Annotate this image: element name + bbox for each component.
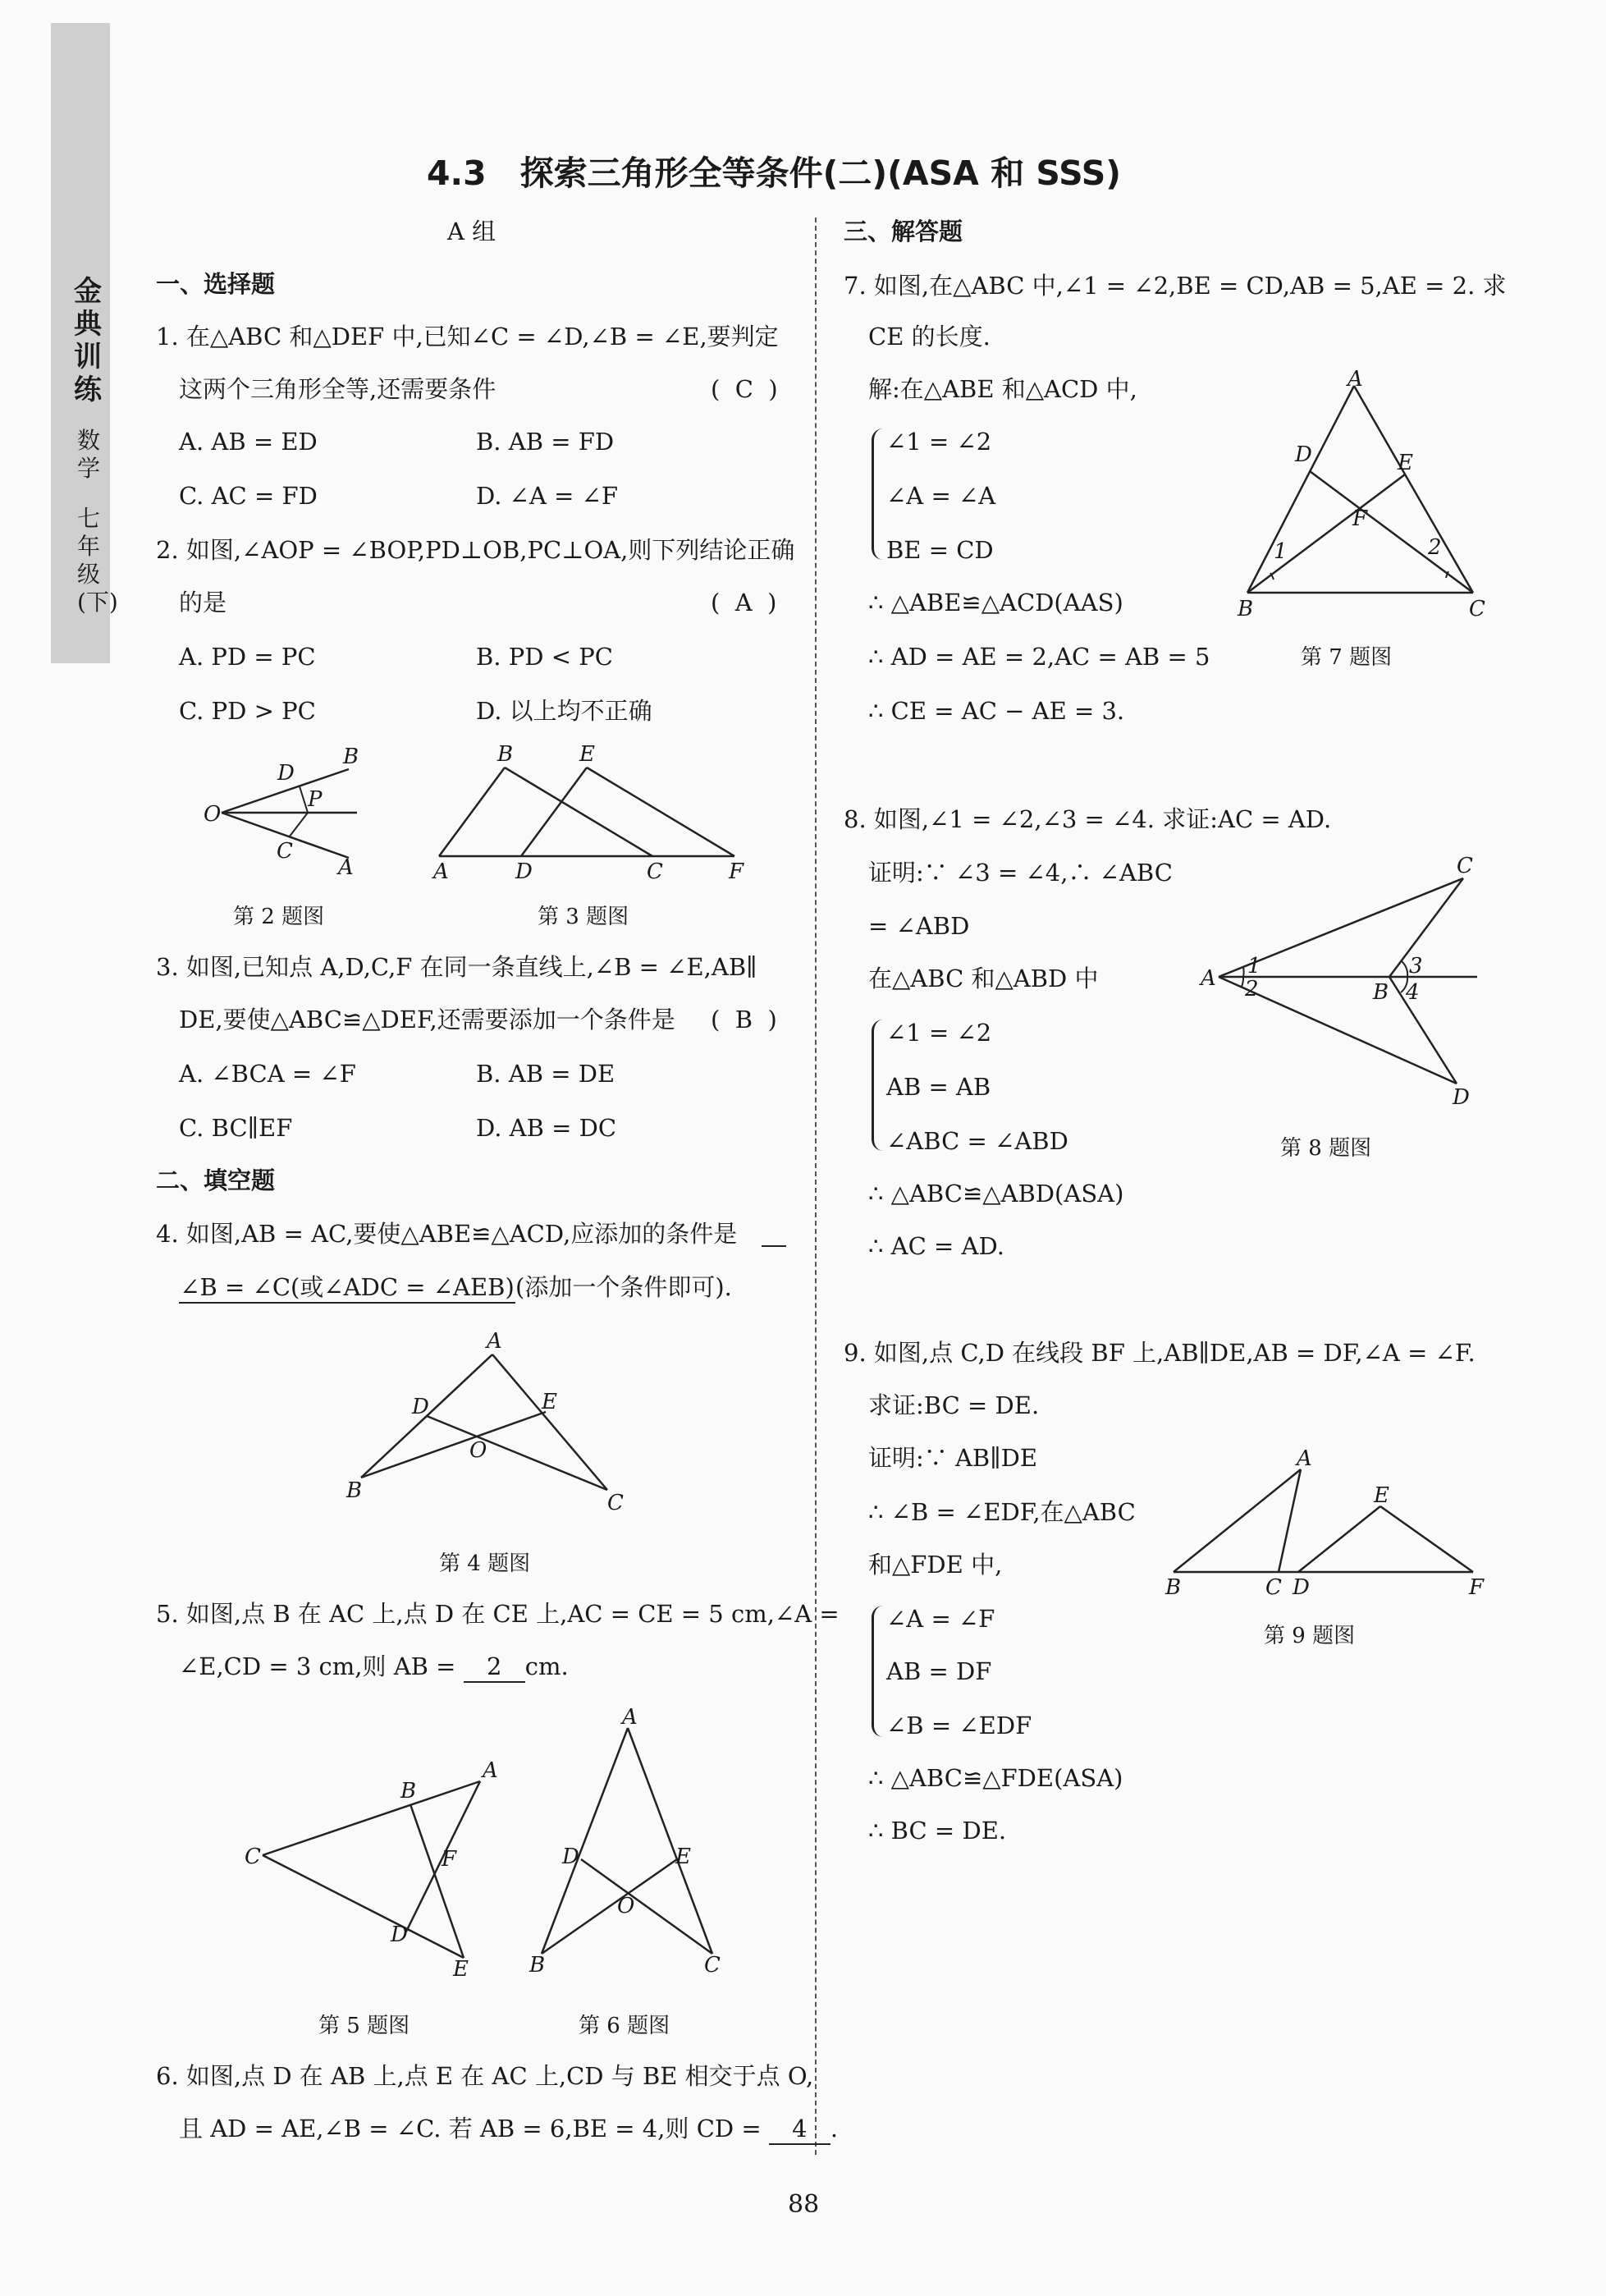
fig3-caption: 第 3 题图: [538, 905, 629, 929]
column-divider: [815, 218, 817, 2155]
q3-option-a: A. ∠BCA = ∠F: [179, 1060, 356, 1088]
q6-answer: 4: [769, 2114, 830, 2145]
label-B: B: [343, 745, 359, 769]
q6-end: .: [830, 2115, 839, 2142]
label-B: B: [400, 1779, 417, 1803]
q9-sol-2: ∴ ∠B = ∠EDF,在△ABC: [868, 1498, 1136, 1526]
q3-option-c: C. BC∥EF: [179, 1114, 293, 1142]
q7-line1: 7. 如图,在△ABC 中,∠1 = ∠2,BE = CD,AB = 5,AE = 2. 求: [844, 272, 1507, 300]
label-F: F: [1469, 1575, 1485, 1600]
label-B: B: [346, 1478, 363, 1503]
label-C: C: [607, 1491, 624, 1510]
label-C: C: [647, 859, 663, 882]
q5-unit: cm.: [524, 1652, 569, 1680]
label-B: B: [1373, 980, 1389, 1005]
page-number: 88: [788, 2190, 820, 2219]
label-F: F: [442, 1847, 457, 1872]
q7-line2: CE 的长度.: [868, 323, 991, 351]
label-D: D: [1293, 1575, 1310, 1600]
q9-line1: 9. 如图,点 C,D 在线段 BF 上,AB∥DE,AB = DF,∠A = ∠F.: [844, 1339, 1476, 1367]
q7-sol-2: ∴ △ABE≌△ACD(AAS): [868, 589, 1123, 616]
q7-brace-2: ∠A = ∠A: [886, 482, 996, 510]
q9-sol-1: 证明:∵ AB∥DE: [868, 1444, 1038, 1472]
q2-option-c: C. PD > PC: [179, 697, 316, 725]
figure-9: [1157, 1437, 1494, 1601]
q2-option-a: A. PD = PC: [179, 643, 316, 671]
q3-line2: DE,要使△ABC≌△DEF,还需要添加一个条件是: [179, 1006, 675, 1033]
label-C: C: [1469, 597, 1485, 621]
figure-6: [525, 1707, 739, 1987]
q8-brace-2: AB = AB: [886, 1073, 991, 1101]
q7-sol-4: ∴ CE = AC − AE = 3.: [868, 697, 1125, 725]
label-A: A: [483, 1758, 498, 1783]
paren-open: (: [711, 589, 721, 616]
label-3: 3: [1409, 954, 1423, 978]
q9-sol-5: ∴ BC = DE.: [868, 1817, 1007, 1845]
paren-close: ): [767, 589, 777, 616]
label-O: O: [204, 802, 222, 827]
q8-brace: [872, 1020, 885, 1151]
label-D: D: [391, 1922, 408, 1947]
q8-line1: 8. 如图,∠1 = ∠2,∠3 = ∠4. 求证:AC = AD.: [844, 805, 1332, 833]
sidebar-grade: 七年级(下): [77, 505, 118, 616]
label-A: A: [1201, 966, 1216, 991]
q1-line1: 1. 在△ABC 和△DEF 中,已知∠C = ∠D,∠B = ∠E,要判定: [156, 323, 779, 351]
q8-brace-3: ∠ABC = ∠ABD: [886, 1127, 1068, 1155]
q9-sol-4: ∴ △ABC≌△FDE(ASA): [868, 1764, 1123, 1792]
figure-2: [197, 743, 377, 882]
label-C: C: [277, 839, 293, 864]
q2-answer: A: [734, 589, 753, 616]
label-F: F: [1352, 506, 1368, 531]
sidebar-subject: 数学: [77, 427, 101, 482]
label-A: A: [433, 859, 449, 882]
label-O: O: [469, 1438, 487, 1463]
q7-sol-1: 解:在△ABE 和△ACD 中,: [868, 375, 1137, 403]
q5-line2-text: ∠E,CD = 3 cm,则 AB =: [179, 1652, 456, 1680]
figure-5: [238, 1753, 509, 1982]
group-label: A 组: [447, 218, 496, 245]
label-2: 2: [1428, 535, 1442, 560]
label-A: A: [1347, 369, 1363, 392]
q8-sol-2: 在△ABC 和△ABD 中: [868, 965, 1099, 992]
figure-3: [427, 743, 755, 882]
figure-8: [1194, 850, 1489, 1112]
q4-answer: ∠B = ∠C(或∠ADC = ∠AEB): [179, 1272, 515, 1304]
q9-brace-2: AB = DF: [886, 1657, 992, 1685]
q1-option-d: D. ∠A = ∠F: [476, 482, 619, 510]
label-B: B: [497, 743, 514, 767]
label-O: O: [617, 1894, 635, 1918]
q2-answer-box: [711, 588, 776, 617]
label-2: 2: [1245, 977, 1259, 1001]
section-choice: 一、选择题: [156, 270, 276, 298]
fig2-caption: 第 2 题图: [233, 905, 325, 929]
q9-sol-3: 和△FDE 中,: [868, 1551, 1003, 1579]
label-E: E: [579, 743, 595, 767]
q7-sol-3: ∴ AD = AE = 2,AC = AB = 5: [868, 643, 1210, 671]
q2-line2: 的是: [179, 589, 227, 616]
q6-line1: 6. 如图,点 D 在 AB 上,点 E 在 AC 上,CD 与 BE 相交于点 O,: [156, 2062, 814, 2090]
figure-7: [1231, 369, 1494, 624]
label-D: D: [515, 859, 533, 882]
label-4: 4: [1406, 980, 1420, 1005]
q8-sol-1: 证明:∵ ∠3 = ∠4,∴ ∠ABC: [868, 859, 1173, 887]
q1-line2: 这两个三角形全等,还需要条件: [179, 375, 496, 403]
q7-brace-3: BE = CD: [886, 536, 994, 564]
q9-brace: [872, 1606, 885, 1737]
sidebar-series: 金典训练: [74, 275, 102, 406]
label-B: B: [1238, 597, 1254, 621]
q2-line1: 2. 如图,∠AOP = ∠BOP,PD⊥OB,PC⊥OA,则下列结论正确: [156, 536, 795, 564]
q8-sol-1b: = ∠ABD: [868, 912, 970, 940]
q9-brace-3: ∠B = ∠EDF: [886, 1712, 1032, 1739]
q5-line2: [179, 1652, 569, 1683]
paren-open: (: [711, 375, 721, 403]
label-D: D: [1453, 1085, 1470, 1110]
q4-line2: [179, 1272, 732, 1304]
q8-sol-4: ∴ AC = AD.: [868, 1232, 1004, 1260]
q1-option-c: C. AC = FD: [179, 482, 318, 510]
q5-answer: 2: [464, 1652, 525, 1683]
label-E: E: [453, 1957, 469, 1982]
label-A: A: [1297, 1446, 1312, 1471]
q6-line2: [179, 2114, 838, 2145]
q1-answer-box: [711, 374, 778, 404]
label-D: D: [277, 761, 295, 786]
label-C: C: [704, 1953, 721, 1977]
paren-close: ): [767, 1006, 777, 1033]
label-D: D: [412, 1395, 429, 1419]
label-E: E: [542, 1390, 557, 1414]
fig8-caption: 第 8 题图: [1280, 1136, 1372, 1161]
paren-close: ): [768, 375, 778, 403]
q8-sol-3: ∴ △ABC≌△ABD(ASA): [868, 1180, 1124, 1208]
label-A: A: [338, 855, 354, 880]
fig5-caption: 第 5 题图: [318, 2014, 410, 2038]
section-fill: 二、填空题: [156, 1166, 276, 1194]
label-C: C: [1265, 1575, 1282, 1600]
label-A: A: [622, 1707, 638, 1730]
q8-brace-1: ∠1 = ∠2: [886, 1019, 992, 1047]
q7-brace: [872, 428, 885, 560]
label-A: A: [487, 1330, 502, 1354]
q2-option-b: B. PD < PC: [476, 643, 613, 671]
q6-line2-text: 且 AD = AE,∠B = ∠C. 若 AB = 6,BE = 4,则 CD =: [179, 2115, 762, 2142]
q9-line2: 求证:BC = DE.: [868, 1391, 1040, 1419]
q4-line1: 4. 如图,AB = AC,要使△ABE≌△ACD,应添加的条件是: [156, 1220, 738, 1248]
q3-option-b: B. AB = DE: [476, 1060, 615, 1088]
fig7-caption: 第 7 题图: [1301, 645, 1393, 670]
q4-tail: (添加一个条件即可).: [515, 1273, 732, 1301]
q1-answer: C: [734, 375, 753, 403]
q3-answer-box: [711, 1005, 777, 1034]
fig4-caption: 第 4 题图: [439, 1551, 531, 1576]
label-C: C: [1457, 854, 1473, 878]
q1-option-b: B. AB = FD: [476, 428, 615, 456]
figure-4: [336, 1330, 632, 1510]
q5-line1: 5. 如图,点 B 在 AC 上,点 D 在 CE 上,AC = CE = 5 cm,∠A =: [156, 1600, 840, 1628]
label-B: B: [1165, 1575, 1182, 1600]
q9-brace-1: ∠A = ∠F: [886, 1605, 995, 1633]
label-F: F: [729, 859, 744, 882]
label-E: E: [1374, 1483, 1389, 1508]
label-B: B: [529, 1953, 546, 1977]
q2-option-d: D. 以上均不正确: [476, 697, 652, 725]
section-solve: 三、解答题: [844, 218, 963, 245]
label-D: D: [1295, 442, 1312, 467]
label-1: 1: [1274, 539, 1288, 564]
q3-option-d: D. AB = DC: [476, 1114, 617, 1142]
label-1: 1: [1247, 954, 1261, 978]
fig9-caption: 第 9 题图: [1264, 1624, 1356, 1648]
q1-option-a: A. AB = ED: [179, 428, 318, 456]
q3-line1: 3. 如图,已知点 A,D,C,F 在同一条直线上,∠B = ∠E,AB∥: [156, 953, 757, 981]
fig6-caption: 第 6 题图: [579, 2014, 670, 2038]
label-P: P: [308, 787, 323, 812]
page-title: 4.3 探索三角形全等条件(二)(ASA 和 SSS): [427, 154, 1122, 193]
paren-open: (: [711, 1006, 721, 1033]
label-C: C: [245, 1845, 261, 1869]
q7-brace-1: ∠1 = ∠2: [886, 428, 992, 456]
q3-answer: B: [734, 1006, 753, 1033]
label-E: E: [675, 1845, 691, 1869]
label-E: E: [1398, 451, 1413, 475]
label-D: D: [562, 1845, 579, 1869]
q4-blank-start: [762, 1245, 786, 1247]
